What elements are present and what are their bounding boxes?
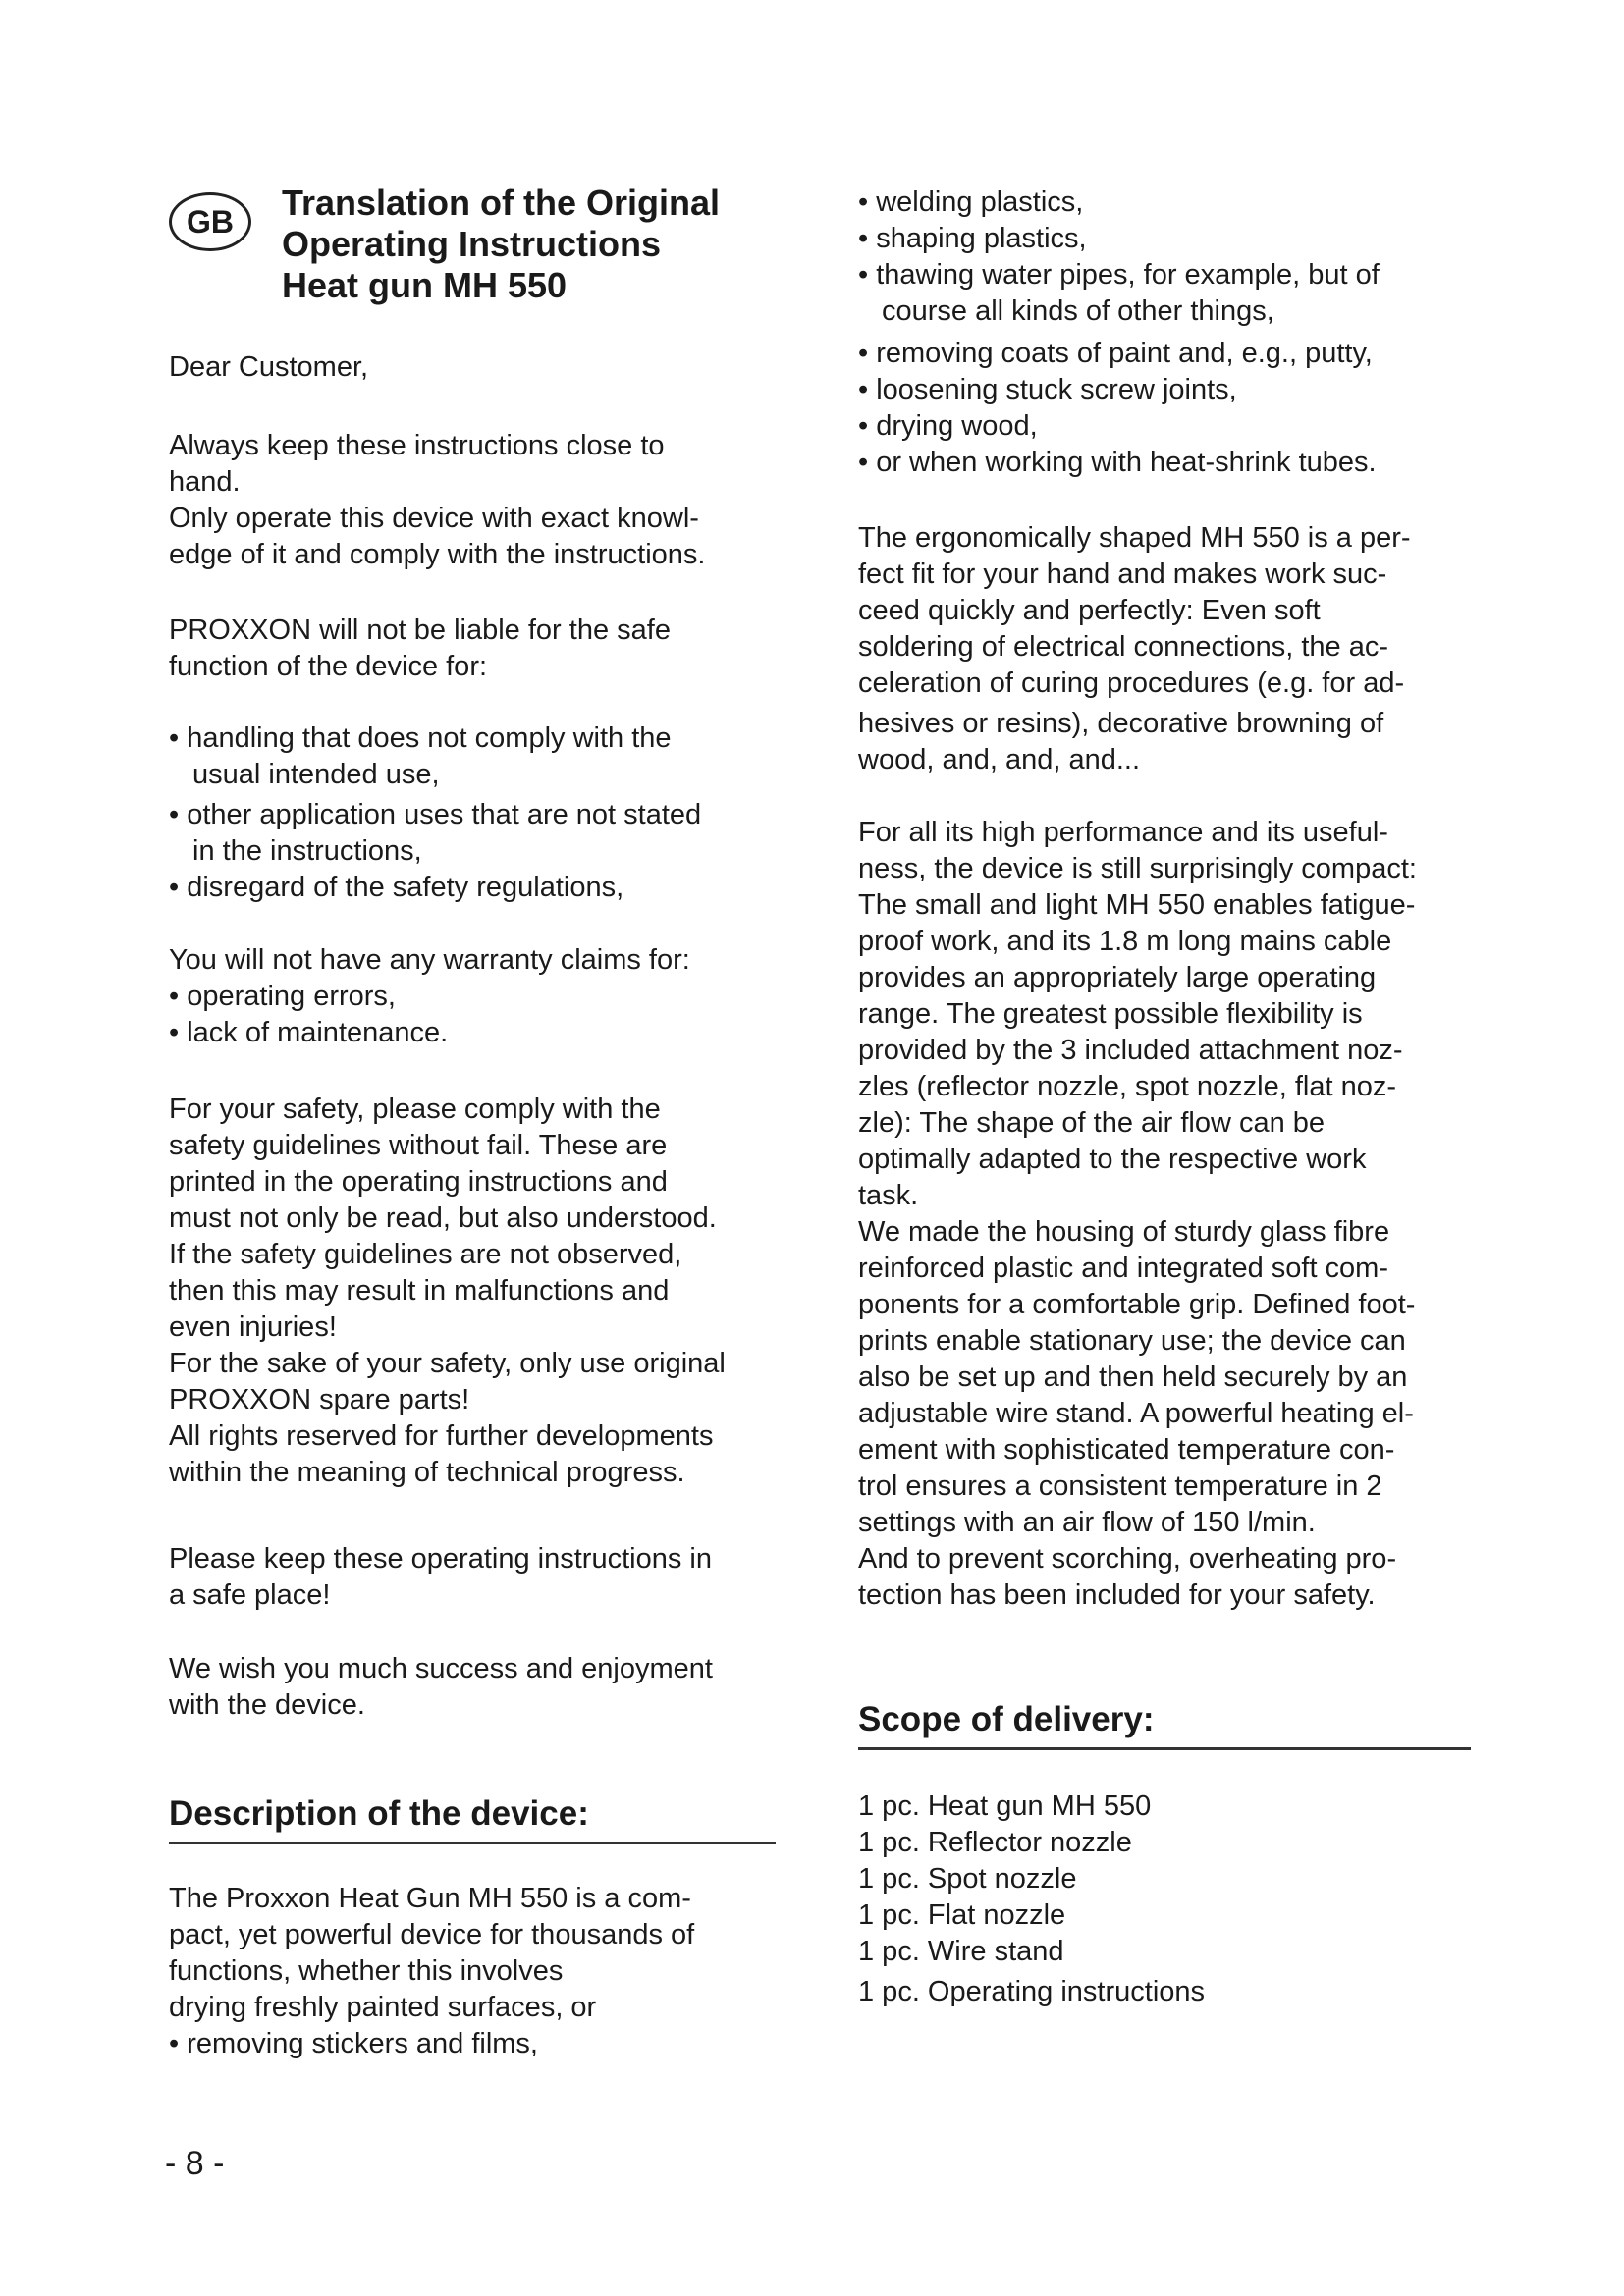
text-line: provided by the 3 included attachment noz- bbox=[858, 1035, 1403, 1066]
language-badge bbox=[169, 192, 251, 251]
list-item: • thawing water pipes, for example, but of bbox=[858, 259, 1380, 291]
list-item: • handling that does not comply with the bbox=[169, 722, 672, 754]
text-line: zles (reflector nozzle, spot nozzle, flat noz- bbox=[858, 1071, 1397, 1102]
list-item: • operating errors, bbox=[169, 981, 396, 1012]
text-line: adjustable wire stand. A powerful heating el- bbox=[858, 1398, 1414, 1429]
list-item: • removing coats of paint and, e.g., putty, bbox=[858, 338, 1373, 369]
text-line: wood, and, and, and... bbox=[858, 744, 1140, 775]
scope-list bbox=[858, 1789, 1205, 2010]
text-line: The ergonomically shaped MH 550 is a per- bbox=[858, 522, 1411, 554]
wish-paragraph bbox=[169, 1651, 713, 1724]
text-line: hand. bbox=[169, 466, 241, 498]
list-item-continuation: in the instructions, bbox=[192, 835, 422, 867]
text-line: You will not have any warranty claims for: bbox=[169, 944, 690, 976]
text-line: ness, the device is still surprisingly compact: bbox=[858, 853, 1417, 884]
page-number: - 8 - bbox=[165, 2145, 225, 2182]
list-item: 1 pc. Operating instructions bbox=[858, 1976, 1206, 2007]
text-line: If the safety guidelines are not observed, bbox=[169, 1239, 682, 1270]
warranty-paragraph bbox=[169, 942, 690, 1051]
ergonomic-paragraph bbox=[858, 520, 1411, 778]
text-line: zle): The shape of the air flow can be bbox=[858, 1107, 1326, 1139]
text-line: task. bbox=[858, 1180, 919, 1211]
liability-list bbox=[169, 721, 701, 906]
text-line: We wish you much success and enjoyment bbox=[169, 1653, 713, 1684]
text-line: hesives or resins), decorative browning of bbox=[858, 708, 1384, 739]
text-line: within the meaning of technical progress. bbox=[169, 1457, 685, 1488]
text-line: Only operate this device with exact knowl- bbox=[169, 503, 699, 534]
text-line: Please keep these operating instructions in bbox=[169, 1543, 712, 1575]
keep-paragraph bbox=[169, 1541, 712, 1614]
document-title bbox=[282, 183, 792, 306]
text-line: For all its high performance and its useful- bbox=[858, 817, 1388, 848]
list-item: 1 pc. Flat nozzle bbox=[858, 1899, 1066, 1931]
list-item: 1 pc. Reflector nozzle bbox=[858, 1827, 1132, 1858]
text-line: proof work, and its 1.8 m long mains cable bbox=[858, 926, 1392, 957]
list-item: • drying wood, bbox=[858, 410, 1038, 442]
text-line: then this may result in malfunctions and bbox=[169, 1275, 670, 1307]
list-item: • removing stickers and films, bbox=[169, 2028, 538, 2059]
text-line: provides an appropriately large operating bbox=[858, 962, 1377, 993]
safety-paragraph bbox=[169, 1092, 726, 1491]
performance-paragraph bbox=[858, 815, 1417, 1614]
text-line: safety guidelines without fail. These are bbox=[169, 1130, 668, 1161]
text-line: with the device. bbox=[169, 1689, 365, 1721]
text-line: functions, whether this involves bbox=[169, 1955, 564, 1987]
text-line: We made the housing of sturdy glass fibre bbox=[858, 1216, 1390, 1248]
intro-paragraph bbox=[169, 428, 705, 573]
text-line: PROXXON will not be liable for the safe bbox=[169, 614, 671, 646]
list-item: • disregard of the safety regulations, bbox=[169, 872, 624, 903]
list-item: 1 pc. Heat gun MH 550 bbox=[858, 1790, 1152, 1822]
list-item: • or when working with heat-shrink tubes. bbox=[858, 447, 1377, 478]
title-line: Translation of the Original bbox=[282, 183, 721, 223]
language-badge-label: GB bbox=[187, 203, 234, 240]
greeting: Dear Customer, bbox=[169, 351, 369, 383]
list-item: • loosening stuck screw joints, bbox=[858, 374, 1237, 405]
text-line: also be set up and then held securely by an bbox=[858, 1362, 1408, 1393]
list-item: 1 pc. Wire stand bbox=[858, 1936, 1064, 1967]
text-line: tection has been included for your safety. bbox=[858, 1579, 1376, 1611]
text-line: ement with sophisticated temperature con- bbox=[858, 1434, 1395, 1466]
list-item: • other application uses that are not stated bbox=[169, 799, 702, 830]
liability-paragraph bbox=[169, 613, 671, 685]
text-line: function of the device for: bbox=[169, 651, 488, 682]
text-line: And to prevent scorching, overheating pro- bbox=[858, 1543, 1397, 1575]
text-line: Always keep these instructions close to bbox=[169, 430, 665, 461]
text-line: optimally adapted to the respective work bbox=[858, 1144, 1367, 1175]
list-item: • lack of maintenance. bbox=[169, 1017, 449, 1048]
text-line: All rights reserved for further developments bbox=[169, 1420, 714, 1452]
text-line: celeration of curing procedures (e.g. for ad- bbox=[858, 667, 1405, 699]
text-line: printed in the operating instructions and bbox=[169, 1166, 668, 1198]
scope-heading: Scope of delivery: bbox=[858, 1698, 1471, 1750]
text-line: must not only be read, but also understood. bbox=[169, 1202, 717, 1234]
text-line: prints enable stationary use; the device can bbox=[858, 1325, 1406, 1357]
description-paragraph bbox=[169, 1881, 694, 2062]
text-line: For the sake of your safety, only use original bbox=[169, 1348, 726, 1379]
list-item-continuation: usual intended use, bbox=[192, 759, 440, 790]
text-line: range. The greatest possible flexibility is bbox=[858, 998, 1363, 1030]
text-line: The Proxxon Heat Gun MH 550 is a com- bbox=[169, 1883, 691, 1914]
text-line: edge of it and comply with the instructions. bbox=[169, 539, 706, 570]
list-item: 1 pc. Spot nozzle bbox=[858, 1863, 1077, 1895]
text-line: a safe place! bbox=[169, 1579, 331, 1611]
text-line: ponents for a comfortable grip. Defined foot- bbox=[858, 1289, 1416, 1320]
text-line: trol ensures a consistent temperature in 2 bbox=[858, 1470, 1382, 1502]
list-item: • shaping plastics, bbox=[858, 223, 1087, 254]
list-item: • welding plastics, bbox=[858, 187, 1084, 218]
text-line: ceed quickly and perfectly: Even soft bbox=[858, 595, 1321, 626]
text-line: The small and light MH 550 enables fatigue- bbox=[858, 889, 1416, 921]
title-line: Heat gun MH 550 bbox=[282, 265, 568, 305]
text-line: settings with an air flow of 150 l/min. bbox=[858, 1507, 1316, 1538]
text-line: pact, yet powerful device for thousands of bbox=[169, 1919, 695, 1950]
text-line: PROXXON spare parts! bbox=[169, 1384, 470, 1415]
title-line: Operating Instructions bbox=[282, 224, 662, 264]
list-item-continuation: course all kinds of other things, bbox=[882, 295, 1274, 327]
text-line: drying freshly painted surfaces, or bbox=[169, 1992, 597, 2023]
text-line: fect fit for your hand and makes work suc- bbox=[858, 559, 1387, 590]
description-heading: Description of the device: bbox=[169, 1792, 776, 1844]
text-line: reinforced plastic and integrated soft com- bbox=[858, 1253, 1388, 1284]
text-line: even injuries! bbox=[169, 1311, 337, 1343]
text-line: soldering of electrical connections, the ac- bbox=[858, 631, 1389, 663]
uses-list bbox=[858, 185, 1380, 481]
text-line: For your safety, please comply with the bbox=[169, 1094, 661, 1125]
